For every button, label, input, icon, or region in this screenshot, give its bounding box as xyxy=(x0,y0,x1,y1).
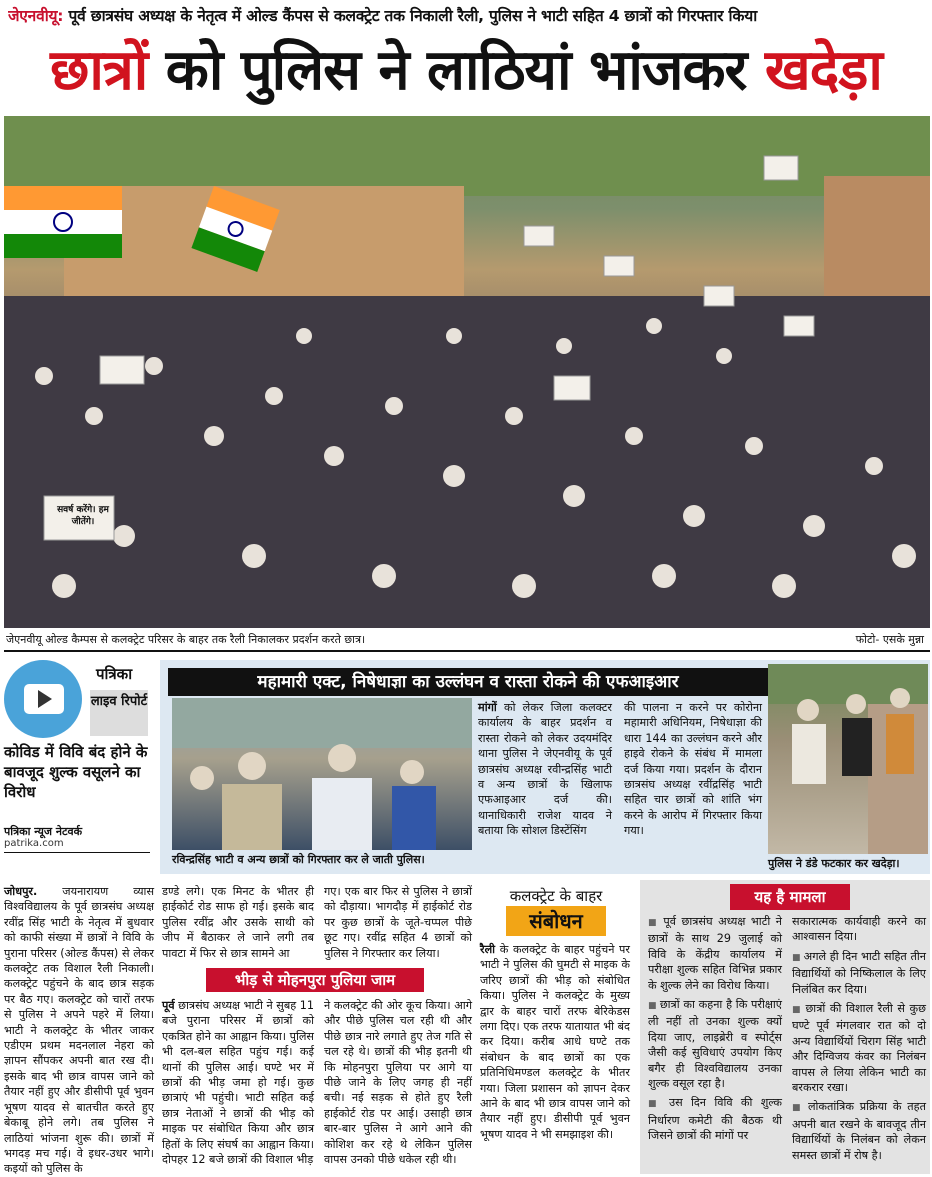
kicker-line xyxy=(8,4,928,30)
col-b2-lead: पूर्व xyxy=(162,999,175,1012)
fir-headline: महामारी एक्ट, निषेधाज्ञा का उल्लंघन व रास्ता रोकने की एफआइआर xyxy=(168,668,768,696)
byline: पत्रिका न्यूज नेटवर्क xyxy=(4,825,83,838)
fir-lead: मांगों xyxy=(478,701,497,714)
background-headline: यह है मामला xyxy=(730,884,850,910)
col-d-text: के कलक्ट्रेट के बाहर पहुंचने पर भाटी ने पुलिस की घुमटी से माइक के जरिए छात्रों की भीड़ को संबोधित किया। पुलिस ने कलक्ट्रेट के मुख्य द्वार के बाहर चारों तरफ बेरिकेडस लगा दिए। एक तरफ यातायात भी बंद कर दिया। करीब आधे घण्टे तक संबोधन के बाद छात्रों का एक प्रतिनिधिमण्डल कलक्ट्रेट के भीतर गया। जिला प्रशासन को ज्ञापन देकर आने के बाद भी छात्र वापस जाने को तैयार नहीं हुए। डीसीपी पूर्व भुवन भूषण यादव ने भी समझाइश की। xyxy=(480,943,630,1141)
brand-label: पत्रिका xyxy=(96,665,133,683)
article-column-b2 xyxy=(162,998,314,1167)
background-point: ■ छात्रों की विशाल रैली से कुछ घण्टे पूर्व मंगलवार रात को दो अन्य विद्यार्थियों चिराग सिंह भाटी और दिग्विजय कंवर का निलंबन वापस ले लिया लेकिन भाटी का बरकरार रखा। xyxy=(792,1001,926,1095)
police-illustration xyxy=(768,664,928,854)
kicker-text: पूर्व छात्रसंघ अध्यक्ष के नेतृत्व में ओल्ड कैंपस से कलक्ट्रेट तक निकाली रैली, पुलिस ने भाटी सहित 4 छात्रों को गिरफ्तार किया xyxy=(68,7,758,25)
article-column-c: गए। एक बार फिर से पुलिस ने छात्रों को दौड़ाया। भागदौड़ में हाईकोर्ट रोड पर कुछ छात्रों के जूते-चप्पल पीछे छूट गए। रवींद्र सहित 4 छात्रों को पुलिस ने गिरफ्तार कर लिया। xyxy=(324,885,472,960)
article-column-a xyxy=(4,884,154,1177)
background-column-2 xyxy=(792,914,926,1167)
subhead-jam: भीड़ से मोहनपुरा पुलिया जाम xyxy=(206,968,424,992)
background-point: ■ पूर्व छात्रसंघ अध्यक्ष भाटी ने छात्रों के साथ 29 जुलाई को विवि के केंद्रीय कार्यालय में परीक्षा शुल्क सहित विभिन्न प्रकार के शुल्क लेने का विरोध किया। xyxy=(648,914,782,993)
background-point: ■ छात्रों का कहना है कि परीक्षाएं ली नहीं तो उनका शुल्क क्यों दिया जाए, लाइब्रेरी व स्पोर्ट्स जैसी कई सुविधाएं उपयोग किए बगैर ही विश्वविद्यालय उनका शुल्क वसूल रहा है। xyxy=(648,997,782,1091)
left-headline: कोविड में विवि बंद होने के बावजूद शुल्क वसूलने का विरोध xyxy=(4,743,148,801)
article-column-d xyxy=(480,942,630,1142)
police-photo xyxy=(768,664,928,854)
background-point: ■ अगले ही दिन भाटी सहित तीन विद्यार्थियों को निष्किलाल के लिए निलंबित कर दिया। xyxy=(792,949,926,997)
fir-col1-text: को लेकर जिला कलक्टर कार्यालय के बाहर प्रदर्शन व रास्ता रोकने को लेकर उदयमंदिर थाना पुलिस ने जेएनवीयू के पूर्व छात्रसंघ अध्यक्ष रवीन्द्रसिंह भाटी व अन्य छात्रों के खिलाफ एफआइआर दर्ज की। थानाधिकारी राजेश यादव ने बताया कि सोशल डिस्टेंसिंग xyxy=(478,701,612,838)
arrest-caption: रविन्द्रसिंह भाटी व अन्य छात्रों को गिरफ्तार कर ले जाती पुलिस। xyxy=(172,853,425,866)
main-photo xyxy=(4,116,930,628)
background-column-1 xyxy=(648,914,782,1148)
main-photo-caption: जेएनवीयू ओल्ड कैम्पस से कलक्ट्रेट परिसर के बाहर तक रैली निकालकर प्रदर्शन करते छात्र। xyxy=(6,633,366,646)
fir-column-2: की पालना न करने पर कोरोना महामारी अधिनियम, निषेधाज्ञा की धारा 144 का उल्लंघन करने और हाइवे रोकने के संबंध में मामला दर्ज किया गया। प्रदर्शन के दौरान छात्रसंघ अध्यक्ष रवींद्रसिंह भाटी सहित चार छात्रों को शांति भंग करने के आरोप में गिरफ्तार किया गया। xyxy=(624,701,762,838)
placard-text: सवर्ष करेंगे। हम जीतेंगे। xyxy=(57,505,109,527)
article-column-c2: ने कलक्ट्रेट की ओर कूच किया। आगे और पीछे पुलिस चल रही थी और पीछे छात्र नारे लगाते हुए तेज गति से चल रहे थे। छात्रों की भीड़ इतनी थी कि मोहनपुरा पुलिया पर आगे या पीछे जाने के लिए जगह ही नहीं बची। नई सड़क से होते हुए रैली हाईकोर्ट रोड पर आई। उसाही छात्र बार-बार पुलिस ने आगे आने की कोशिश कर रहे थे लेकिन पुलिस वापस उनको पीछे धकेल रही थी। xyxy=(324,999,472,1167)
arrest-photo xyxy=(172,698,472,850)
col-b2-text: छात्रसंघ अध्यक्ष भाटी ने सुबह 11 बजे पुराना परिसर में छात्रों को एकत्रित होने का आह्वान किया। पुलिस भी दल-बल सहित पहुंच गई। कई थानों की पुलिस आई। घण्टे भर में छात्रों की भीड़ जमा हो गई। कुछ छात्राएं भी पहुंची। भाटी सहित कई छात्र नेताओं ने छात्रों की भीड़ को माइक पर संबोधित किया और छात्र हितों के लिए संघर्ष का आह्वान किया। दोपहर 12 बजे छात्रों की विशाल भीड़ xyxy=(162,999,314,1167)
divider xyxy=(4,650,930,652)
dateline: जोधपुर. xyxy=(4,885,38,898)
background-point: ■ उस दिन विवि की शुल्क निर्धारण कमेटी की बैठक थी जिसने छात्रों की मांगों पर xyxy=(648,1095,782,1143)
headline-part1: छात्रों xyxy=(50,38,148,103)
indian-flag-left xyxy=(4,186,122,258)
photo-credit: फोटो- एसके मुन्ना xyxy=(855,633,924,646)
live-report-label: लाइव रिपोर्ट xyxy=(90,690,148,736)
divider xyxy=(4,852,150,853)
collectorate-kicker: कलक्ट्रेट के बाहर xyxy=(509,887,603,905)
fir-column-1 xyxy=(478,700,612,839)
headline-part2: को पुलिस ने लाठियां भांजकर xyxy=(147,38,765,103)
headline-part3: खदेड़ा xyxy=(764,38,882,103)
article-column-b: डण्डे लगे। एक मिनट के भीतर ही हाईकोर्ट रोड साफ हो गई। इसके बाद पुलिस रवींद्र और उसके साथी को जीप में बैठाकर ले जाने लगी तब पावटा में फिर से छात्र सामने आ xyxy=(162,885,314,960)
background-point: ■ लोकतांत्रिक प्रक्रिया के तहत अपनी बात रखने के बावजूद तीन विद्यार्थियों के निलंबन को लेकन समस्त छात्रों में रोष है। xyxy=(792,1099,926,1163)
police-caption: पुलिस ने डंडे फटकार कर खदेड़ा। xyxy=(768,857,900,870)
collectorate-headline: संबोधन xyxy=(506,906,606,936)
crowd-illustration xyxy=(4,116,930,628)
kicker-lead: जेएनवीयू: xyxy=(8,7,64,25)
background-intro: सकारात्मक कार्यवाही करने का आश्वासन दिया। xyxy=(792,915,926,944)
play-icon xyxy=(38,690,52,708)
page-headline xyxy=(0,34,932,108)
byline-site: patrika.com xyxy=(4,838,64,849)
article-body-a: जयनारायण व्यास विश्वविद्यालय के पूर्व छात्रसंघ अध्यक्ष रवींद्र सिंह भाटी के नेतृत्व में बुधवार को काफी संख्या में छात्रों ने विवि के पुराना परिसर (ओल्ड कैंपस) से लेकर कलक्ट्रेट तक विशाल रैली निकाली। कलक्ट्रेट पहुंचने के बाद छात्र सड़क पर बैठ गए। कलक्ट्रेट को चारों तरफ से पुलिस ने अपने पहरे में लिया। भाटी ने कलक्ट्रेट के भीतर जाकर एडीएम प्रथम मदनलाल नेहरा को ज्ञापन सौंपकर अपनी बात रख दी। इसके बाद भी छात्र वापस जाने को तैयार नहीं हुए और डीसीपी पूर्व भुवन भूषण यादव से बातचीत करते हुए बेकाबू होने लगे। तब पुलिस ने लाठियां भांजना शुरू की। छात्रों में भगदड़ मच गई। वे इधर-उधर भागे। कइयों को पुलिस के xyxy=(4,885,155,1176)
col-d-lead: रैली xyxy=(480,943,496,956)
arrest-illustration xyxy=(172,698,472,850)
